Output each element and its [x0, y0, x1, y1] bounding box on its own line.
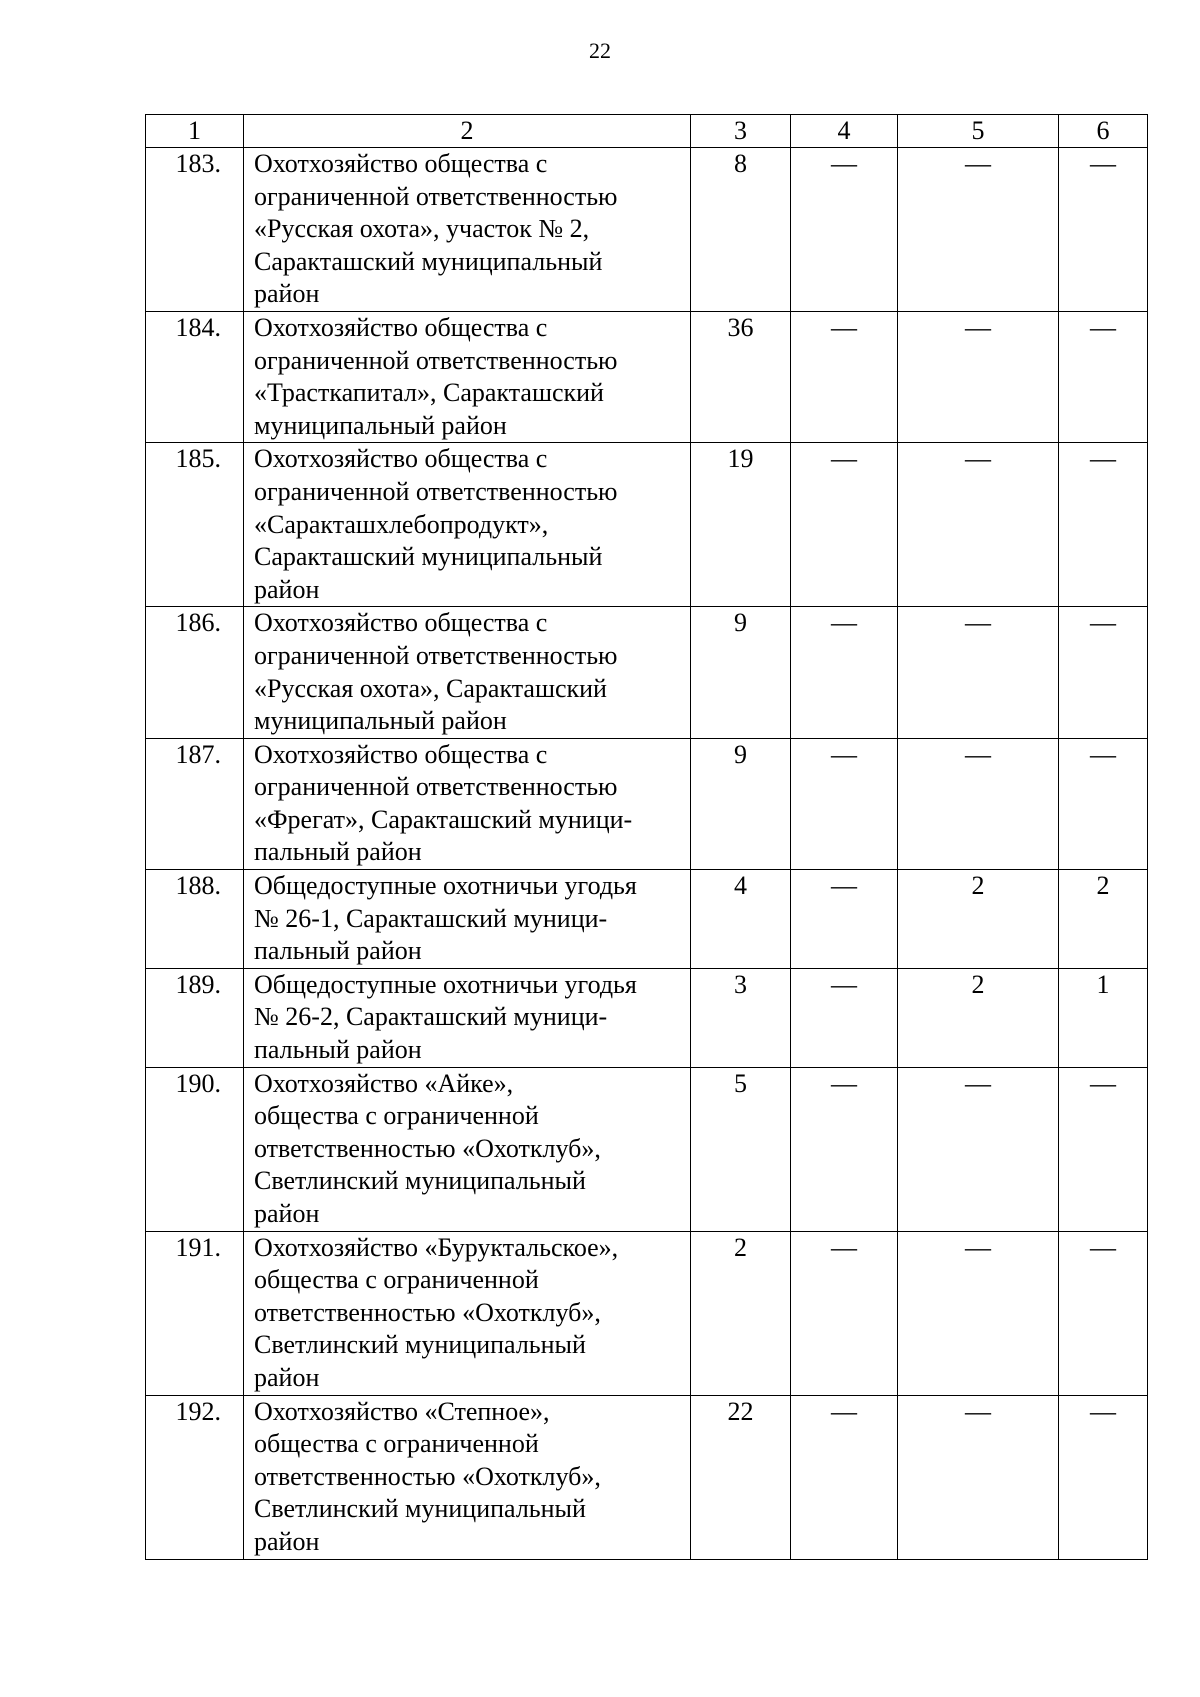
col-3-value: 2 [691, 1231, 791, 1395]
name-line: район [254, 1362, 320, 1392]
name-line: ограниченной ответственностью [254, 476, 618, 506]
name-line: Саракташский муниципальный [254, 542, 603, 572]
name-line: муниципальный район [254, 410, 507, 440]
col-4-value: — [791, 1067, 898, 1231]
column-header: 5 [898, 115, 1059, 148]
row-number: 191. [146, 1231, 244, 1395]
name-line: район [254, 279, 320, 309]
table-row [146, 1067, 1148, 1231]
column-header: 3 [691, 115, 791, 148]
col-4-value: — [791, 738, 898, 869]
name-line: «Саракташхлебопродукт», [254, 509, 549, 539]
name-line: ограниченной ответственностью [254, 640, 618, 670]
col-5-value: 2 [898, 968, 1059, 1067]
name-line: Общедоступные охотничьи угодья [254, 871, 637, 901]
table-row [146, 870, 1148, 969]
col-3-value: 3 [691, 968, 791, 1067]
hunting-ground-name [244, 1067, 691, 1231]
name-line: Охотхозяйство «Буруктальское», [254, 1232, 619, 1262]
name-line: пальный район [254, 1035, 422, 1065]
name-line: район [254, 1199, 320, 1228]
col-4-value: — [791, 968, 898, 1067]
col-4-value: — [791, 870, 898, 969]
row-number: 188. [146, 870, 244, 969]
col-6-value: — [1059, 148, 1148, 312]
name-line: «Трасткапитал», Саракташский [254, 378, 604, 408]
name-line: Светлинский муниципальный [254, 1494, 586, 1524]
hunting-ground-name [244, 607, 691, 738]
col-6-value: — [1059, 1395, 1148, 1559]
hunting-ground-name [244, 443, 691, 607]
col-6-value: — [1059, 738, 1148, 869]
name-line: Охотхозяйство «Степное», [254, 1396, 550, 1426]
row-number: 185. [146, 443, 244, 607]
col-4-value: — [791, 311, 898, 442]
col-6-value: — [1059, 1067, 1148, 1231]
name-line: ограниченной ответственностью [254, 772, 618, 802]
table-row [146, 1395, 1148, 1559]
col-4-value: — [791, 148, 898, 312]
name-line: ответственностью «Охотклуб», [254, 1133, 601, 1163]
row-number: 190. [146, 1067, 244, 1231]
hunting-ground-name [244, 870, 691, 969]
col-3-value: 22 [691, 1395, 791, 1559]
col-5-value: — [898, 148, 1059, 312]
col-5-value: — [898, 607, 1059, 738]
page-number: 22 [589, 38, 611, 63]
row-number: 186. [146, 607, 244, 738]
col-4-value: — [791, 1231, 898, 1395]
col-4-value: — [791, 607, 898, 738]
table-row [146, 148, 1148, 312]
name-line: ответственностью «Охотклуб», [254, 1297, 601, 1327]
registry-table [145, 114, 1148, 1560]
hunting-ground-name [244, 1231, 691, 1395]
name-line: Охотхозяйство общества с [254, 312, 548, 342]
name-line: «Фрегат», Саракташский муници- [254, 804, 633, 834]
col-6-value: — [1059, 311, 1148, 442]
name-line: ограниченной ответственностью [254, 345, 618, 375]
col-6-value: — [1059, 607, 1148, 738]
table-row [146, 607, 1148, 738]
col-3-value: 5 [691, 1067, 791, 1231]
name-line: «Русская охота», участок № 2, [254, 214, 590, 244]
name-line: № 26-1, Саракташский муници- [254, 903, 608, 933]
name-line: ответственностью «Охотклуб», [254, 1461, 601, 1491]
row-number: 192. [146, 1395, 244, 1559]
col-6-value: — [1059, 443, 1148, 607]
col-3-value: 36 [691, 311, 791, 442]
col-5-value: 2 [898, 870, 1059, 969]
col-3-value: 8 [691, 148, 791, 312]
table-row [146, 1231, 1148, 1395]
col-5-value: — [898, 443, 1059, 607]
column-header: 1 [146, 115, 244, 148]
name-line: Общедоступные охотничьи угодья [254, 969, 637, 999]
row-number: 187. [146, 738, 244, 869]
name-line: Охотхозяйство общества с [254, 608, 548, 638]
col-6-value: 2 [1059, 870, 1148, 969]
name-line: Светлинский муниципальный [254, 1330, 586, 1360]
column-header: 4 [791, 115, 898, 148]
hunting-ground-name [244, 738, 691, 869]
name-line: № 26-2, Саракташский муници- [254, 1002, 608, 1032]
name-line: Охотхозяйство общества с [254, 444, 548, 474]
name-line: Саракташский муниципальный [254, 246, 603, 276]
col-3-value: 4 [691, 870, 791, 969]
name-line: Светлинский муниципальный [254, 1166, 586, 1196]
table-row [146, 738, 1148, 869]
row-number: 184. [146, 311, 244, 442]
col-5-value: — [898, 1231, 1059, 1395]
table-row [146, 443, 1148, 607]
name-line: «Русская охота», Саракташский [254, 673, 607, 703]
name-line: район [254, 574, 320, 604]
col-5-value: — [898, 738, 1059, 869]
col-4-value: — [791, 1395, 898, 1559]
hunting-ground-name [244, 311, 691, 442]
name-line: Охотхозяйство общества с [254, 149, 548, 178]
col-3-value: 19 [691, 443, 791, 607]
table-header-row [146, 115, 1148, 148]
name-line: общества с ограниченной [254, 1429, 539, 1459]
col-6-value: 1 [1059, 968, 1148, 1067]
row-number: 189. [146, 968, 244, 1067]
column-header: 6 [1059, 115, 1148, 148]
name-line: ограниченной ответственностью [254, 181, 618, 211]
name-line: Охотхозяйство «Айке», [254, 1068, 514, 1098]
hunting-ground-name [244, 968, 691, 1067]
name-line: общества с ограниченной [254, 1265, 539, 1295]
col-3-value: 9 [691, 607, 791, 738]
col-5-value: — [898, 311, 1059, 442]
table-row [146, 968, 1148, 1067]
name-line: муниципальный район [254, 706, 507, 736]
name-line: Охотхозяйство общества с [254, 739, 548, 769]
name-line: общества с ограниченной [254, 1101, 539, 1131]
name-line: район [254, 1526, 320, 1556]
col-3-value: 9 [691, 738, 791, 869]
col-4-value: — [791, 443, 898, 607]
col-6-value: — [1059, 1231, 1148, 1395]
name-line: пальный район [254, 837, 422, 867]
row-number: 183. [146, 148, 244, 312]
name-line: пальный район [254, 936, 422, 966]
hunting-ground-name [244, 148, 691, 312]
col-5-value: — [898, 1067, 1059, 1231]
column-header: 2 [244, 115, 691, 148]
hunting-ground-name [244, 1395, 691, 1559]
col-5-value: — [898, 1395, 1059, 1559]
table-row [146, 311, 1148, 442]
